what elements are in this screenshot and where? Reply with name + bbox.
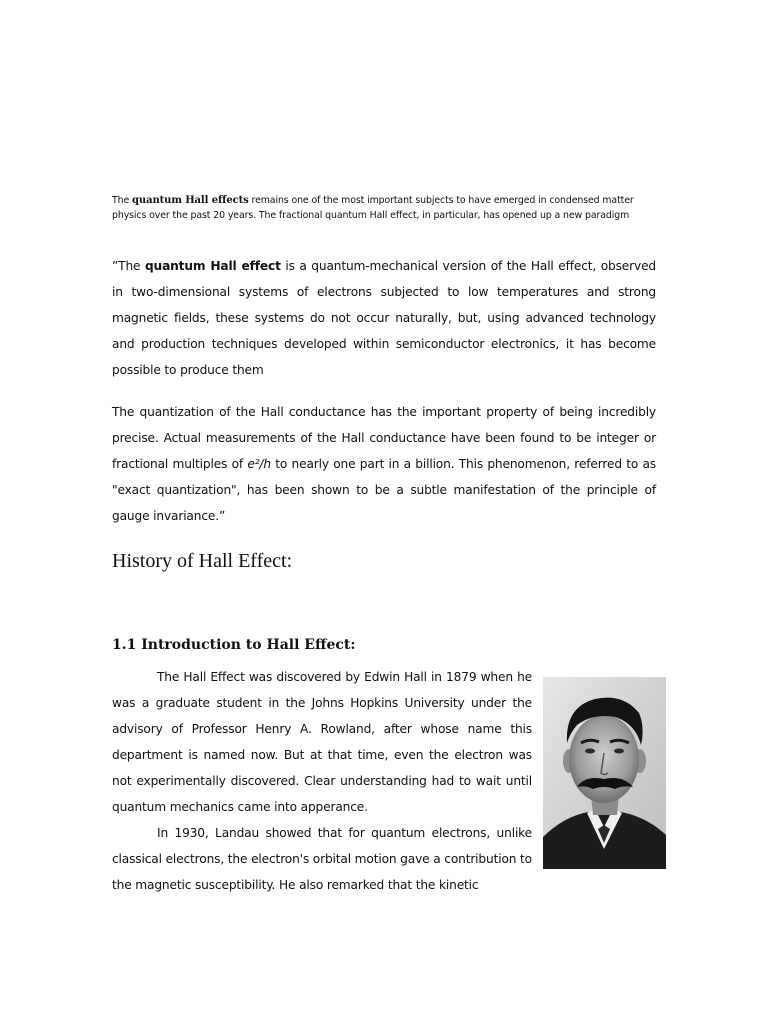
quote-paragraph-2 (112, 399, 656, 529)
intro-bold-term: quantum Hall effects (132, 195, 249, 206)
body-paragraph-2: In 1930, Landau showed that for quantum electrons, unlike classical electrons, the electron's orbital motion gave a contribution to the magnetic susceptibility. He also remarked that the kinetic (112, 826, 532, 892)
edwin-hall-portrait (543, 677, 666, 869)
intro-text-start: The (112, 195, 133, 206)
quote2-text-end: to nearly one part in a billion. This phenomenon, referred to as "exact quantization", has been shown to be a subtle manifestation of the principle of gauge invariance.” (112, 457, 656, 523)
body-text (112, 664, 532, 898)
intro-paragraph (112, 193, 652, 223)
intro-text-end: remains one of the most important subjects to have emerged in condensed matter physics over the past 20 years. The fractional quantum Hall effect, in particular, has opened up a new paradigm (112, 195, 634, 221)
quote2-text-start: The quantization of the Hall conductance has the important property of being incredibly precise. Actual measurements of the Hall conductance have been found to be integer or fractional multiples of (112, 405, 656, 471)
quote1-text-end: is a quantum-mechanical version of the Hall effect, observed in two-dimensional systems of electrons subjected to low temperatures and strong magnetic fields, these systems do not occur naturally, but, using advanced technology and production techniques developed within semiconductor electronics, it has become possible to produce them (112, 259, 657, 377)
subsection-heading: 1.1 Introduction to Hall Effect: (112, 637, 356, 653)
conductance-formula: e²/h (247, 457, 271, 471)
section-heading: History of Hall Effect: (112, 550, 293, 572)
quote-paragraph-1 (112, 253, 656, 383)
quote1-text-start: ”The (112, 259, 145, 273)
quote1-bold-term: quantum Hall effect (144, 259, 281, 273)
body-paragraph-1: The Hall Effect was discovered by Edwin Hall in 1879 when he was a graduate student in the Johns Hopkins University under the advisory of Professor Henry A. Rowland, after whose name this department is named now. But at that time, even the electron was not experimentally discovered. Clear understanding had to wait until quantum mechanics came into apperance. (112, 670, 532, 814)
